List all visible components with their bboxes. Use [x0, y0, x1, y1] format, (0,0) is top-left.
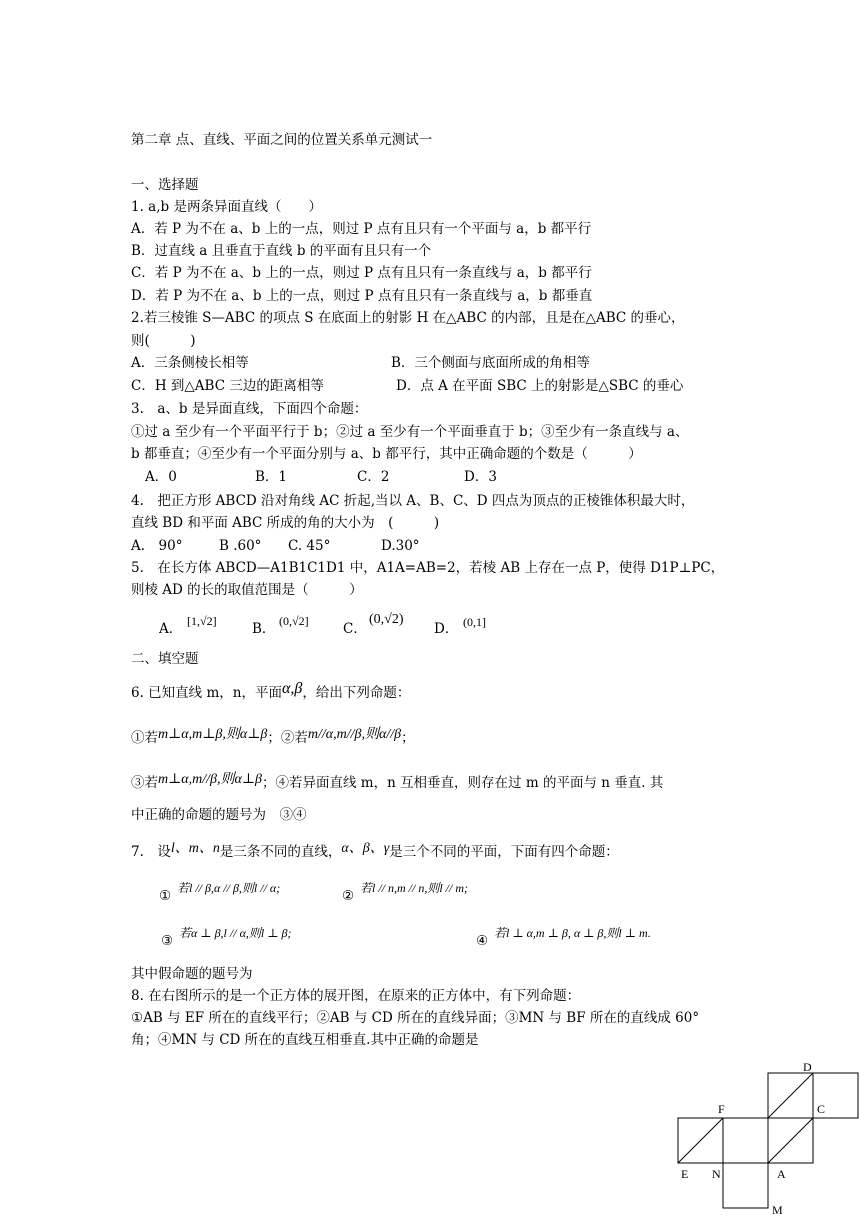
q6-answer-line: 中正确的命题的题号为 ③④: [131, 807, 307, 823]
q5-option-d-value: (0,1]: [463, 615, 486, 629]
figure-label-n: N: [712, 1167, 721, 1181]
q7-p1-number: ①: [159, 888, 172, 904]
q6-p2-pre: ；②若: [267, 730, 308, 746]
figure-label-c: C: [817, 1102, 826, 1116]
q6-p2-post: ；: [401, 730, 415, 746]
q4-stem-line1: 4. 把正方形 ABCD 沿对角线 AC 折起,当以 A、B、C、D 四点为顶点的正棱锥体积最大时，: [131, 493, 695, 509]
q3-option-b: B．1: [255, 469, 288, 485]
q6-props-line2: [131, 774, 663, 793]
q4-option-c: C. 45°: [288, 538, 331, 554]
q2-stem-line1: 2.若三棱锥 S—ABC 的项点 S 在底面上的射影 H 在△ABC 的内部，且是在△ABC 的垂心，: [131, 310, 685, 326]
q7-stem-pre: 7. 设: [131, 844, 171, 860]
q7-p3-math: 若α ⊥ β,l // α,则l ⊥ β;: [179, 926, 292, 940]
q2-options-row1: [131, 354, 731, 372]
q5-option-d-label: D．: [434, 621, 459, 637]
figure-label-f: F: [718, 1102, 725, 1116]
q2-option-c: C．H 到△ABC 三边的距离相等: [131, 378, 324, 394]
q3-stem-line2: ①过 a 至少有一个平面平行于 b；②过 a 至少有一个平面垂直于 b；③至少有一条直线与 a、: [131, 424, 689, 440]
q5-option-b-label: B．: [252, 621, 276, 637]
q6-p1-pre: ①若: [131, 730, 158, 746]
q4-option-d: D.30°: [381, 538, 420, 554]
q6-props-line1: [131, 729, 415, 748]
q6-stem-math: α,β: [281, 680, 303, 697]
q7-stem-mid: 是三条不同的直线，: [219, 844, 342, 860]
q6-p3-post: ；④若异面直线 m，n 互相垂直，则存在过 m 的平面与 n 垂直. 其: [261, 775, 664, 791]
q5-stem-line2: 则棱 AD 的长的取值范围是（ ）: [131, 582, 363, 598]
page-title: 第二章 点、直线、平面之间的位置关系单元测试一: [131, 132, 433, 148]
q7-p2-number: ②: [342, 888, 355, 904]
figure-label-e: E: [681, 1167, 689, 1181]
q2-option-a: A．三条侧棱长相等: [131, 355, 249, 371]
q2-options-row2: [131, 377, 731, 395]
q7-stem-math2: α、β、γ: [341, 841, 390, 856]
q2-stem-line2: 则( ): [131, 333, 196, 349]
section-heading-choice: 一、选择题: [131, 177, 199, 193]
q7-p1-math: 若l // β,α // β,则l // α;: [177, 881, 281, 895]
q7-props-row2: [131, 926, 771, 952]
q7-p4-number: ④: [476, 933, 489, 949]
q1-option-d: D．若 P 为不在 a、b 上的一点，则过 P 点有且只有一条直线与 a，b 都垂直: [131, 288, 593, 304]
q7-stem-math1: l、m、n: [170, 841, 220, 856]
q8-stem-line1: 8. 在右图所示的是一个正方体的展开图，在原来的正方体中，有下列命题：: [131, 988, 581, 1004]
q4-option-a: A. 90°: [131, 538, 183, 554]
q1-option-c: C．若 P 为不在 a、b 上的一点，则过 P 点有且只有一条直线与 a，b 都平行: [131, 265, 592, 281]
q6-p3-pre: ③若: [131, 775, 158, 791]
q5-option-a-value: [1,√2]: [187, 614, 217, 628]
q1-stem: 1. a,b 是两条异面直线（ ）: [131, 199, 322, 215]
q1-option-b: B．过直线 a 且垂直于直线 b 的平面有且只有一个: [131, 243, 432, 259]
q7-stem-post: 是三个不同的平面，下面有四个命题：: [389, 844, 619, 860]
q6-p1-math: m⊥α,m⊥β,则α⊥β: [158, 727, 268, 742]
q7-p3-number: ③: [161, 933, 174, 949]
figure-label-a: A: [777, 1167, 786, 1181]
q2-option-d: D．点 A 在平面 SBC 上的射影是△SBC 的垂心: [396, 378, 684, 394]
q8-stem-line3: 角；④MN 与 CD 所在的直线互相垂直.其中正确的命题是: [131, 1032, 479, 1048]
q5-stem-line1: 5. 在长方体 ABCD—A1B1C1D1 中，A1A=AB=2，若棱 AB 上存在一点 P，使得 D1P⊥PC，: [131, 560, 725, 576]
q1-option-a: A．若 P 为不在 a、b 上的一点，则过 P 点有且只有一个平面与 a，b 都平行: [131, 221, 592, 237]
section-heading-fill: 二、填空题: [131, 651, 199, 667]
q3-option-a: A．0: [145, 469, 177, 485]
q3-option-d: D．3: [464, 469, 497, 485]
q6-stem: [131, 680, 411, 702]
q3-option-c: C．2: [357, 469, 390, 485]
q8-stem-line2: ①AB 与 EF 所在的直线平行；②AB 与 CD 所在的直线异面；③MN 与 BF 所在的直线成 60°: [131, 1010, 700, 1026]
q3-stem-line1: 3. a、b 是异面直线，下面四个命题：: [131, 401, 368, 417]
q7-props-row1: [131, 881, 731, 907]
q5-option-a-label: A．: [159, 621, 183, 637]
q5-option-c-value: (0,√2): [369, 612, 404, 627]
q6-stem-post: ，给出下列命题：: [302, 685, 411, 701]
q4-stem-line2: 直线 BD 和平面 ABC 所成的角的大小为 ( ): [131, 515, 440, 531]
q6-p3-math: m⊥α,m//β,则α⊥β: [158, 772, 262, 787]
q7-tail: 其中假命题的题号为: [131, 966, 253, 982]
figure-label-m: M: [772, 1203, 783, 1216]
q3-stem-line3: b 都垂直；④至少有一个平面分别与 a、b 都平行，其中正确命题的个数是（ ）: [131, 446, 642, 462]
q5-option-b-value: (0,√2]: [279, 614, 309, 628]
q5-options: [131, 612, 731, 640]
q5-option-c-label: C．: [343, 621, 367, 637]
figure-label-d: D: [803, 1060, 812, 1074]
q7-p4-math: 若l ⊥ α,m ⊥ β, α ⊥ β,则l ⊥ m.: [494, 926, 651, 940]
q2-option-b: B．三个侧面与底面所成的角相等: [391, 355, 590, 371]
q6-stem-pre: 6. 已知直线 m，n，平面: [131, 685, 282, 701]
q4-option-b: B .60°: [219, 538, 262, 554]
q6-p2-math: m//α,m//β,则α//β: [307, 727, 402, 742]
q7-p2-math: 若l // n,m // n,则l // m;: [360, 881, 469, 895]
q7-stem: [131, 843, 619, 862]
